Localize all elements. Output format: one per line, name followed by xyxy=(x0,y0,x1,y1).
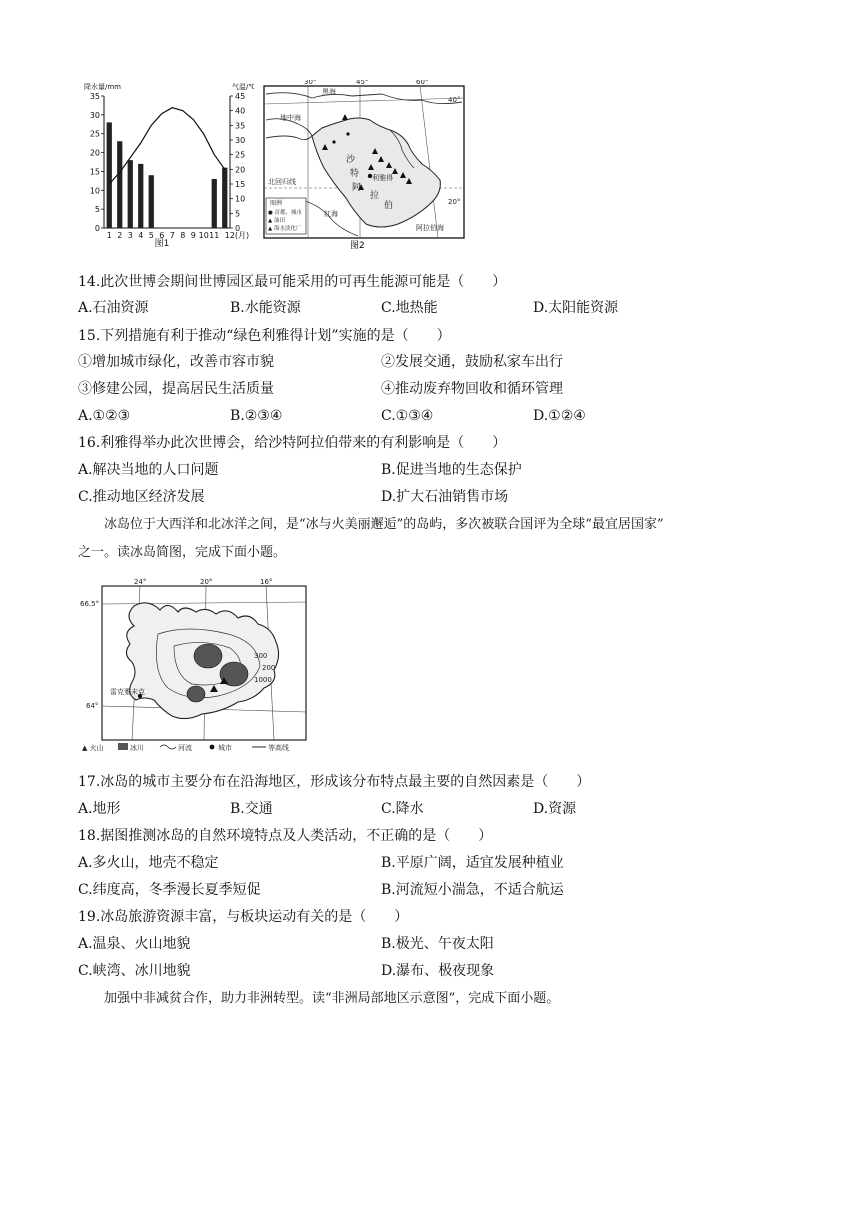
city-label: 利雅得 xyxy=(372,174,393,182)
climate-chart xyxy=(82,80,254,250)
x-tick-label: 3 xyxy=(127,231,133,240)
arabia-map-svg xyxy=(262,80,466,250)
precipitation-bar xyxy=(149,175,154,228)
q14-option-b[interactable]: B.水能资源 xyxy=(230,300,301,316)
legend-item: ▲ 油田 xyxy=(268,218,285,224)
place-label: 沙 xyxy=(346,155,356,165)
left-tick-label: 5 xyxy=(94,205,100,215)
q16-option-c[interactable]: C.推动地区经济发展 xyxy=(78,489,205,505)
iceland-map xyxy=(78,576,310,754)
y-right-axis-title: 气温/℃ xyxy=(232,83,254,91)
iceland-intro-cont: 之一。读冰岛简图，完成下面小题。 xyxy=(78,545,287,560)
lon-label: 30° xyxy=(304,80,317,86)
q16-option-b[interactable]: B.促进当地的生态保护 xyxy=(381,462,522,478)
question-18-stem: 18.据图推测冰岛的自然环境特点及人类活动，不正确的是（ ） xyxy=(78,828,493,844)
x-tick-label: 9 xyxy=(190,231,196,240)
left-tick-label: 30 xyxy=(89,110,100,120)
left-tick-label: 35 xyxy=(89,92,100,101)
place-label: 拉 xyxy=(370,191,380,201)
x-tick-label: 6 xyxy=(159,231,165,240)
q19-option-b[interactable]: B.极光、午夜太阳 xyxy=(381,936,494,952)
place-label: 黑海 xyxy=(322,88,336,96)
lon-label: 16° xyxy=(260,578,273,586)
q15-statement-3: ③修建公园，提高居民生活质量 xyxy=(78,381,274,397)
lon-label: 20° xyxy=(200,578,213,586)
q18-option-c[interactable]: C.纬度高，冬季漫长夏季短促 xyxy=(78,882,261,898)
question-16-stem: 16.利雅得举办此次世博会，给沙特阿拉伯带来的有利影响是（ ） xyxy=(78,435,507,451)
place-label: 伯 xyxy=(384,201,394,211)
right-tick-label: 20 xyxy=(235,165,246,175)
left-tick-label: 0 xyxy=(94,224,100,233)
iceland-intro: 冰岛位于大西洋和北冰洋之间，是“冰与火美丽邂逅”的岛屿，多次被联合国评为全球“最宜居国家” xyxy=(104,517,664,532)
lat-label: 66.5° xyxy=(80,600,100,608)
iceland-map-svg xyxy=(78,576,310,754)
place-label: 阿拉伯海 xyxy=(416,224,444,232)
x-tick-label: 2 xyxy=(117,231,123,240)
q19-option-d[interactable]: D.瀑布、极夜现象 xyxy=(381,963,495,979)
q15-statement-2: ②发展交通，鼓励私家车出行 xyxy=(381,354,563,370)
place-label: 红海 xyxy=(324,210,338,218)
figure-caption: 图2 xyxy=(350,241,365,250)
right-tick-label: 40 xyxy=(235,106,246,116)
q17-option-a[interactable]: A.地形 xyxy=(78,801,121,817)
question-19-stem: 19.冰岛旅游资源丰富，与板块运动有关的是（ ） xyxy=(78,909,409,925)
legend-item: 冰川 xyxy=(130,744,144,752)
legend-item: 城市 xyxy=(218,744,232,752)
precipitation-bar xyxy=(138,164,143,228)
contour-label: 1000 xyxy=(254,676,272,684)
q18-option-b[interactable]: B.平原广阔，适宜发展种植业 xyxy=(381,855,564,871)
x-tick-label: 1 xyxy=(106,231,112,240)
lat-label: 64° xyxy=(86,702,99,710)
question-17-stem: 17.冰岛的城市主要分布在沿海地区，形成该分布特点最主要的自然因素是（ ） xyxy=(78,774,591,790)
x-tick-label: 10 xyxy=(198,231,209,240)
q15-option-b[interactable]: B.②③④ xyxy=(230,408,283,424)
africa-intro: 加强中非减贫合作，助力非洲转型。读“非洲局部地区示意图”，完成下面小题。 xyxy=(104,991,560,1006)
place-label: 阿 xyxy=(352,183,362,193)
question-14-stem: 14.此次世博会期间世博园区最可能采用的可再生能源可能是（ ） xyxy=(78,274,507,290)
left-tick-label: 25 xyxy=(89,129,100,139)
right-tick-label: 10 xyxy=(235,194,246,204)
lon-label: 24° xyxy=(134,578,147,586)
temperature-line xyxy=(109,108,225,184)
legend-item: 等高线 xyxy=(268,744,289,752)
lon-label: 45° xyxy=(356,80,369,86)
precipitation-bar xyxy=(117,141,122,228)
x-tick-label: 4 xyxy=(138,231,144,240)
city-label: 雷克雅未克 xyxy=(110,688,145,696)
lon-label: 60° xyxy=(416,80,429,86)
precipitation-bar xyxy=(128,160,133,228)
q14-option-c[interactable]: C.地热能 xyxy=(381,300,438,316)
contour-label: 200 xyxy=(262,664,276,672)
right-tick-label: 30 xyxy=(235,136,246,145)
q15-option-a[interactable]: A.①②③ xyxy=(78,408,131,424)
lat-label: 40° xyxy=(448,96,461,104)
legend-item: ● 首都、城市 xyxy=(268,210,303,216)
figure-caption: 图1 xyxy=(154,239,170,249)
climate-chart-svg xyxy=(82,80,254,250)
right-tick-label: 0 xyxy=(235,224,241,233)
legend-title: 图例 xyxy=(270,200,283,207)
left-tick-label: 10 xyxy=(89,186,100,196)
legend-item: 河流 xyxy=(178,744,192,752)
precipitation-bar xyxy=(212,179,217,228)
q19-option-a[interactable]: A.温泉、火山地貌 xyxy=(78,936,191,952)
legend-item: ▲ 火山 xyxy=(82,744,104,752)
q17-option-b[interactable]: B.交通 xyxy=(230,801,273,817)
contour-label: 300 xyxy=(254,652,268,660)
place-label: 地中海 xyxy=(280,114,301,122)
left-tick-label: 20 xyxy=(89,148,100,158)
right-tick-label: 35 xyxy=(235,121,246,131)
q14-option-a[interactable]: A.石油资源 xyxy=(78,300,149,316)
left-tick-label: 15 xyxy=(89,167,100,177)
q19-option-c[interactable]: C.峡湾、冰川地貌 xyxy=(78,963,191,979)
x-tick-label: 8 xyxy=(180,231,186,240)
q15-statement-4: ④推动废弃物回收和循环管理 xyxy=(381,381,563,397)
place-label: 特 xyxy=(350,169,360,179)
precipitation-bar xyxy=(107,122,112,228)
question-15-stem: 15.下列措施有利于推动“绿色利雅得计划”实施的是（ ） xyxy=(78,328,451,344)
lat-label: 20° xyxy=(448,198,461,206)
q14-option-d[interactable]: D.太阳能资源 xyxy=(533,300,619,316)
q15-option-c[interactable]: C.①③④ xyxy=(381,408,434,424)
q16-option-a[interactable]: A.解决当地的人口问题 xyxy=(78,462,219,478)
q15-option-d[interactable]: D.①②④ xyxy=(533,408,586,424)
x-tick-label: 7 xyxy=(169,231,175,240)
arabia-map xyxy=(262,80,466,250)
q16-option-d[interactable]: D.扩大石油销售市场 xyxy=(381,489,509,505)
right-tick-label: 15 xyxy=(235,180,246,189)
x-tick-label: 12(月) xyxy=(224,231,250,240)
right-tick-label: 25 xyxy=(235,150,246,160)
q17-option-d[interactable]: D.资源 xyxy=(533,801,577,817)
precipitation-bar xyxy=(222,168,227,228)
legend-item: ▲ 海水淡化厂 xyxy=(268,226,302,232)
q18-option-d[interactable]: B.河流短小湍急，不适合航运 xyxy=(381,882,564,898)
right-tick-label: 5 xyxy=(235,209,241,219)
tropic-label: 北回归线 xyxy=(268,178,296,186)
right-tick-label: 45 xyxy=(235,92,246,101)
x-tick-label: 11 xyxy=(209,231,220,240)
q17-option-c[interactable]: C.降水 xyxy=(381,801,424,817)
x-tick-label: 5 xyxy=(148,231,154,240)
q18-option-a[interactable]: A.多火山，地壳不稳定 xyxy=(78,855,219,871)
q15-statement-1: ①增加城市绿化，改善市容市貌 xyxy=(78,354,274,370)
y-left-axis-title: 降水量/mm xyxy=(84,83,121,91)
